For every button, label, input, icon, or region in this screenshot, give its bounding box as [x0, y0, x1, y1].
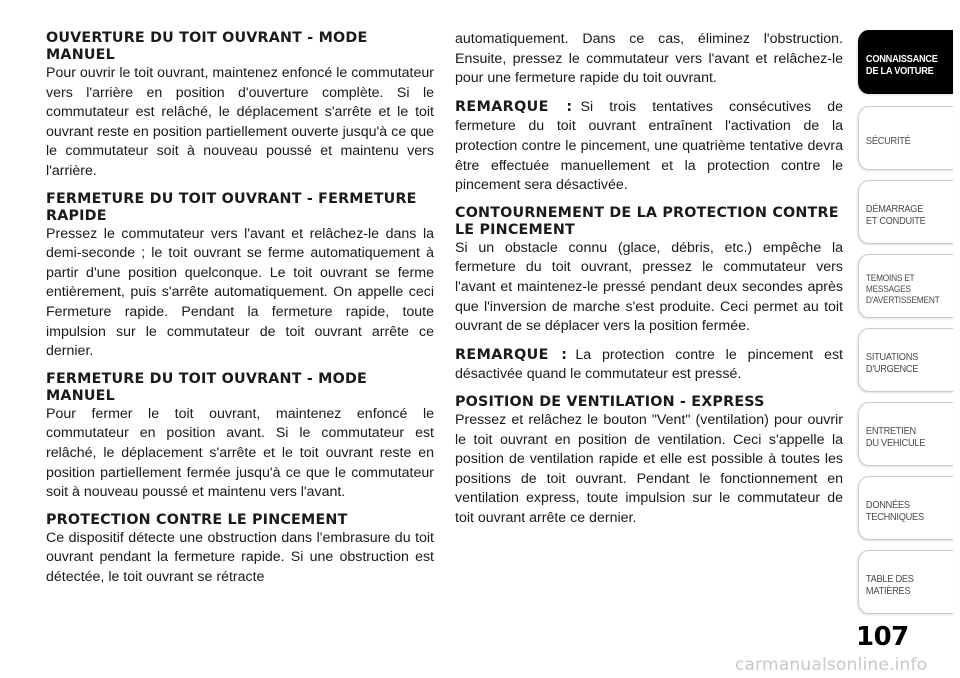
tab-label: SÉCURITÉ — [865, 135, 911, 147]
tab-connaissance-voiture[interactable] — [858, 30, 953, 94]
page-number: 107 — [856, 622, 909, 652]
section-heading-vent-express: POSITION DE VENTILATION - EXPRESS — [455, 393, 765, 410]
section-text-closing-express: Pressez le commutateur vers l'avant et relâchez-le dans la demi-seconde ; le toit ouvrant se ferme automatiquement à partir d'une position quelconque. Le toit ouvrant se ferme entièrement, puis s'arrête automatiquement. On appelle ceci Fermeture rapide. Pendant la fermeture rapide, toute impulsion sur le commutateur de toit ouvrant arrête ce dernier. — [46, 225, 434, 360]
tab-label: TABLE DES MATIÈRES — [865, 573, 914, 597]
watermark: carmanualsonline.info — [735, 655, 928, 675]
note-paragraph — [455, 98, 843, 196]
section-text-vent-express: Pressez et relâchez le bouton "Vent" (ventilation) pour ouvrir le toit ouvrant en position de ventilation. Ceci s'appelle la position de ventilation rapide et elle est possible à toutes les positions de toit ouvrant. Pendant le fonctionnement en ventilation express, toute impulsion sur le commutateur de toit ouvrant arrête ce dernier. — [455, 411, 843, 526]
tab-demarrage-conduite[interactable] — [858, 180, 953, 244]
section-text-closing-manual: Pour fermer le toit ouvrant, maintenez enfoncé le commutateur en position avant. Si le commutateur est relâché, le déplacement s'arrête et le toit ouvrant reste en position partiellement fermée jusqu'à ce que le commutateur soit à nouveau poussé et maintenu vers l'avant. — [46, 405, 434, 501]
left-column — [46, 30, 434, 596]
chapter-tabs-sidebar — [850, 0, 960, 678]
note-label: REMARQUE : — [455, 346, 568, 363]
tab-table-matieres[interactable] — [858, 550, 953, 614]
section-heading-closing-express: FERMETURE DU TOIT OUVRANT - FERMETURE RAPIDE — [46, 190, 417, 224]
tab-label: ENTRETIEN DU VEHICULE — [865, 425, 926, 449]
continuation-text: automatiquement. Dans ce cas, éliminez l'obstruction. Ensuite, pressez le commutateur vers l'avant et relâchez-le pour une fermeture rapide du toit ouvrant. — [455, 31, 843, 87]
note-paragraph — [455, 346, 843, 385]
tab-entretien-vehicule[interactable] — [858, 402, 953, 466]
tab-label: DONNÉES TECHNIQUES — [865, 499, 924, 523]
tab-label: SITUATIONS D'URGENCE — [865, 351, 919, 375]
section-text-pinch-bypass: Si un obstacle connu (glace, débris, etc.) empêche la fermeture du toit ouvrant, pressez le commutateur vers l'avant et maintenez-le pressé pendant deux secondes après que l'inversion de marche s'est produite. Ceci permet au toit ouvrant de se déplacer vers la position fermée. — [455, 239, 843, 335]
right-column — [455, 30, 843, 537]
tab-securite[interactable] — [858, 106, 953, 170]
section-heading-opening-manual: OUVERTURE DU TOIT OUVRANT - MODE MANUEL — [46, 30, 368, 63]
section-heading-pinch-bypass: CONTOURNEMENT DE LA PROTECTION CONTRE LE PINCEMENT — [455, 204, 839, 238]
section-heading-pinch-protection: PROTECTION CONTRE LE PINCEMENT — [46, 511, 348, 528]
tab-donnees-techniques[interactable] — [858, 476, 953, 540]
tab-label: DÉMARRAGE ET CONDUITE — [865, 203, 926, 227]
section-text-pinch-protection: Ce dispositif détecte une obstruction dans l'embrasure du toit ouvrant pendant la fermeture rapide. Si une obstruction est détectée, le toit ouvrant se rétracte — [46, 529, 434, 585]
tab-label: CONNAISSANCE DE LA VOITURE — [865, 53, 938, 77]
note-text: Si trois tentatives consécutives de fermeture du toit ouvrant entraînent l'activation de la protection contre le pincement, une quatrième tentative devra être effectuée manuellement et la protection contre le pincement sera désactivée. — [455, 98, 843, 194]
tab-situations-urgence[interactable] — [858, 328, 953, 392]
section-text-opening-manual: Pour ouvrir le toit ouvrant, maintenez enfoncé le commutateur vers l'arrière en position d'ouverture complète. Si le commutateur est relâché, le déplacement s'arrête et le toit ouvrant reste en position partiellement ouverte jusqu'à ce que le commutateur soit à nouveau poussé et maintenu vers l'arrière. — [46, 65, 434, 179]
section-heading-closing-manual: FERMETURE DU TOIT OUVRANT - MODE MANUEL — [46, 370, 367, 404]
tab-temoins-messages[interactable] — [858, 254, 953, 318]
note-label: REMARQUE : — [455, 98, 573, 115]
tab-label: TEMOINS ET MESSAGES D'AVERTISSEMENT — [865, 272, 940, 306]
note-text: La protection contre le pincement est désactivée quand le commutateur est pressé. — [455, 346, 843, 383]
